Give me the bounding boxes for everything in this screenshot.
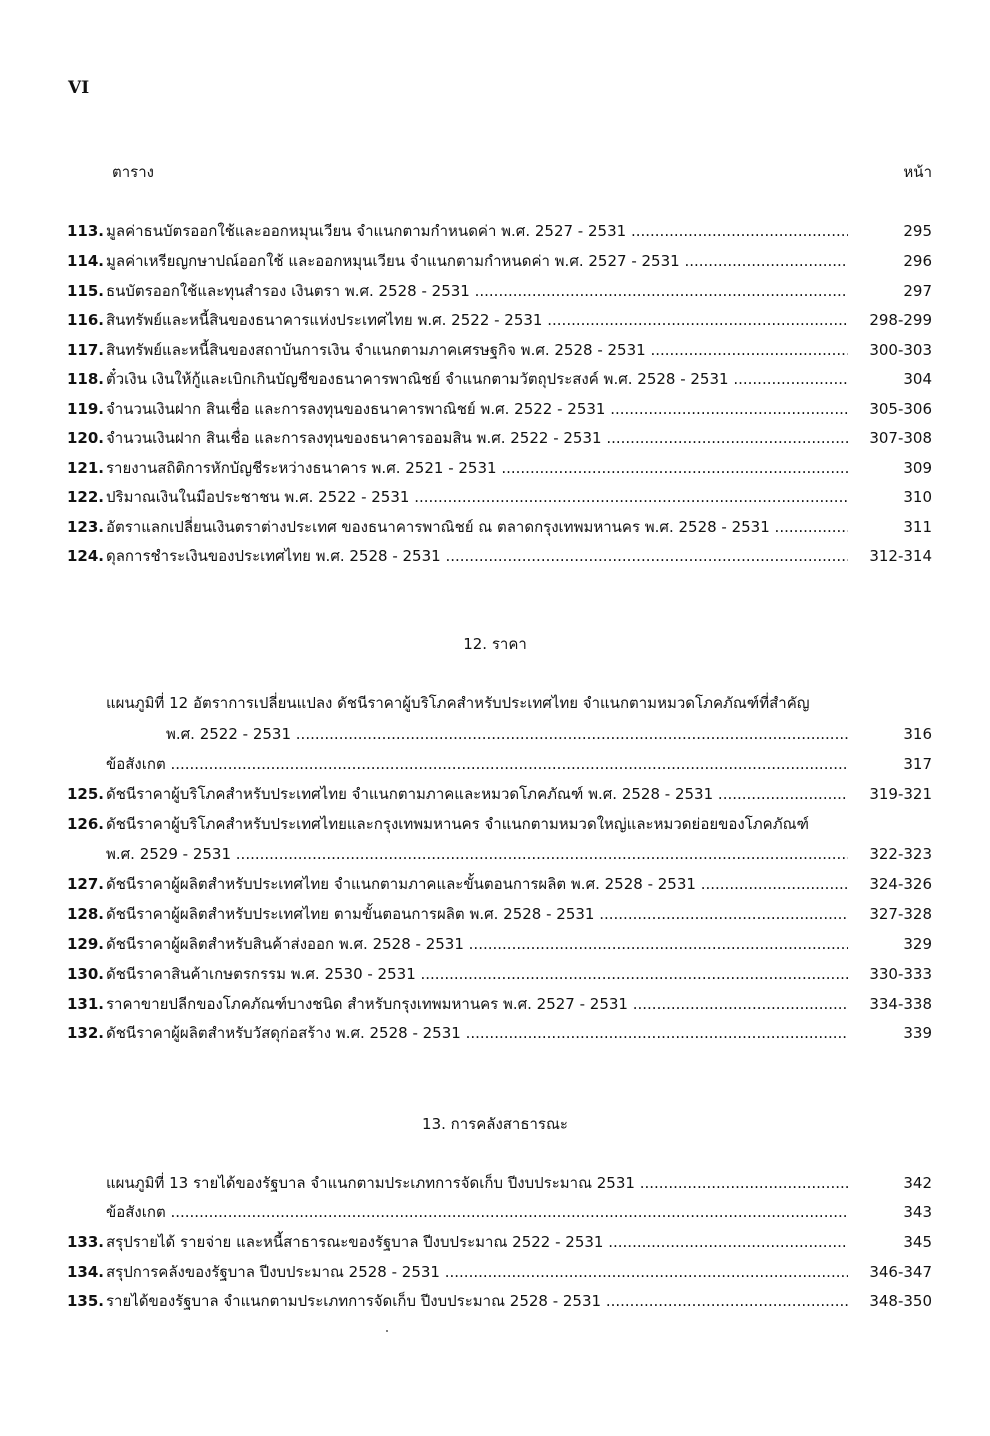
toc-entry	[62, 871, 932, 897]
toc-entry	[62, 307, 932, 333]
entry-page: 319-321	[869, 785, 932, 803]
entry-page: 322-323	[869, 845, 932, 863]
entry-title: จำนวนเงินฝาก สินเชื่อ และการลงทุนของธนาคารพาณิชย์ พ.ศ. 2522 - 2531 .....	[106, 396, 848, 422]
section-13-title: 13. การคลังสาธารณะ	[422, 1115, 568, 1133]
entry-number: 115.	[66, 282, 104, 300]
chart-12-title: แผนภูมิที่ 12 อัตราการเปลี่ยนแปลง ดัชนีราคาผู้บริโภคสำหรับประเทศไทย จำแนกตามหมวดโภคภัณฑ์ที่สำคัญ	[106, 694, 810, 712]
entry-title: ธนบัตรออกใช้และทุนสำรอง เงินตรา พ.ศ. 2528 - 2531 .....	[106, 278, 848, 304]
entry-page: 316	[903, 725, 932, 743]
entry-title-cont: พ.ศ. 2529 - 2531 .....	[106, 841, 848, 867]
entry-title: ดัชนีราคาผู้ผลิตสำหรับวัสดุก่อสร้าง พ.ศ. 2528 - 2531 .....	[106, 1020, 848, 1046]
toc-entry	[62, 248, 932, 274]
section-12-title: 12. ราคา	[463, 635, 527, 653]
toc-entry	[62, 218, 932, 244]
entry-title: ราคาขายปลีกของโภคภัณฑ์บางชนิด สำหรับกรุงเทพมหานคร พ.ศ. 2527 - 2531 .....	[106, 991, 848, 1017]
entry-number: 120.	[66, 429, 104, 447]
entry-title: รายงานสถิติการหักบัญชีระหว่างธนาคาร พ.ศ. 2521 - 2531 .....	[106, 455, 848, 481]
chart-12-entry	[62, 690, 932, 716]
stray-mark	[386, 1330, 388, 1332]
entry-page: 300-303	[869, 341, 932, 359]
entry-number: 131.	[66, 995, 104, 1013]
toc-entry	[62, 543, 932, 569]
toc-entry	[62, 1229, 932, 1255]
entry-number: 126.	[66, 815, 104, 833]
entry-number: 114.	[66, 252, 104, 270]
entry-page: 346-347	[869, 1263, 932, 1281]
toc-entry	[62, 366, 932, 392]
toc-entry	[62, 961, 932, 987]
entry-title: มูลค่าเหรียญกษาปณ์ออกใช้ และออกหมุนเวียน จำแนกตามกำหนดค่า พ.ศ. 2527 - 2531 .....	[106, 248, 848, 274]
entry-title: ดัชนีราคาผู้บริโภคสำหรับประเทศไทยและกรุงเทพมหานคร จำแนกตามหมวดใหญ่และหมวดย่อยของโภคภัณฑ์	[106, 815, 809, 833]
entry-title: สินทรัพย์และหนี้สินของสถาบันการเงิน จำแนกตามภาคเศรษฐกิจ พ.ศ. 2528 - 2531 .....	[106, 337, 848, 363]
entry-page: 298-299	[869, 311, 932, 329]
entry-number: 134.	[66, 1263, 104, 1281]
toc-entry	[62, 278, 932, 304]
entry-title: สินทรัพย์และหนี้สินของธนาคารแห่งประเทศไทย พ.ศ. 2522 - 2531 .....	[106, 307, 848, 333]
entry-page: 348-350	[869, 1292, 932, 1310]
entry-page: 309	[903, 459, 932, 477]
entry-number: 129.	[66, 935, 104, 953]
toc-entry	[62, 781, 932, 807]
entry-page: 297	[903, 282, 932, 300]
entry-number: 124.	[66, 547, 104, 565]
toc-entry	[62, 1020, 932, 1046]
entry-title: ดัชนีราคาผู้ผลิตสำหรับประเทศไทย จำแนกตามภาคและขั้นตอนการผลิต พ.ศ. 2528 - 2531 .....	[106, 871, 848, 897]
toc-entry	[62, 811, 932, 837]
entry-title: ดัชนีราคาผู้ผลิตสำหรับสินค้าส่งออก พ.ศ. 2528 - 2531 .....	[106, 931, 848, 957]
toc-entry-cont	[62, 841, 932, 867]
entry-page: 295	[903, 222, 932, 240]
entry-number: 117.	[66, 341, 104, 359]
entry-page: 342	[903, 1174, 932, 1192]
entry-title: ดัชนีราคาผู้ผลิตสำหรับประเทศไทย ตามขั้นตอนการผลิต พ.ศ. 2528 - 2531 .....	[106, 901, 848, 927]
notes-title: ข้อสังเกต .....	[106, 1199, 848, 1225]
toc-entry	[62, 425, 932, 451]
entry-number: 121.	[66, 459, 104, 477]
toc-entry	[62, 1259, 932, 1285]
chart-12-period: พ.ศ. 2522 - 2531 .....	[166, 721, 848, 747]
toc-entry	[62, 991, 932, 1017]
chart-13-entry	[62, 1170, 932, 1196]
entry-number: 125.	[66, 785, 104, 803]
entry-page: 317	[903, 755, 932, 773]
toc-entry	[62, 337, 932, 363]
entry-page: 305-306	[869, 400, 932, 418]
entry-title: ดัชนีราคาสินค้าเกษตรกรรม พ.ศ. 2530 - 2531 .....	[106, 961, 848, 987]
entry-page: 330-333	[869, 965, 932, 983]
entry-page: 312-314	[869, 547, 932, 565]
entry-page: 327-328	[869, 905, 932, 923]
entry-title: อัตราแลกเปลี่ยนเงินตราต่างประเทศ ของธนาคารพาณิชย์ ณ ตลาดกรุงเทพมหานคร พ.ศ. 2528 - 2531 .....	[106, 514, 848, 540]
entry-title: จำนวนเงินฝาก สินเชื่อ และการลงทุนของธนาคารออมสิน พ.ศ. 2522 - 2531 .....	[106, 425, 848, 451]
entry-page: 307-308	[869, 429, 932, 447]
entry-number: 116.	[66, 311, 104, 329]
entry-page: 304	[903, 370, 932, 388]
entry-number: 127.	[66, 875, 104, 893]
entry-number: 113.	[66, 222, 104, 240]
entry-title: ดุลการชำระเงินของประเทศไทย พ.ศ. 2528 - 2531 .....	[106, 543, 848, 569]
entry-number: 128.	[66, 905, 104, 923]
entry-page: 296	[903, 252, 932, 270]
entry-number: 122.	[66, 488, 104, 506]
entry-title: ดัชนีราคาผู้บริโภคสำหรับประเทศไทย จำแนกตามภาคและหมวดโภคภัณฑ์ พ.ศ. 2528 - 2531 .....	[106, 781, 848, 807]
entry-number: 135.	[66, 1292, 104, 1310]
notes-entry	[62, 1199, 932, 1225]
column-header-left: ตาราง	[112, 163, 154, 181]
entry-title: มูลค่าธนบัตรออกใช้และออกหมุนเวียน จำแนกตามกำหนดค่า พ.ศ. 2527 - 2531 .....	[106, 218, 848, 244]
entry-number: 130.	[66, 965, 104, 983]
entry-page: 345	[903, 1233, 932, 1251]
entry-number: 132.	[66, 1024, 104, 1042]
toc-entry	[62, 455, 932, 481]
entry-page: 310	[903, 488, 932, 506]
toc-entry	[62, 931, 932, 957]
page-number: VI	[68, 78, 90, 98]
chart-13-title: แผนภูมิที่ 13 รายได้ของรัฐบาล จำแนกตามประเภทการจัดเก็บ ปีงบประมาณ 2531 .....	[106, 1170, 848, 1196]
entry-page: 329	[903, 935, 932, 953]
entry-title: ปริมาณเงินในมือประชาชน พ.ศ. 2522 - 2531 .....	[106, 484, 848, 510]
entry-page: 324-326	[869, 875, 932, 893]
entry-page: 343	[903, 1203, 932, 1221]
toc-entry	[62, 901, 932, 927]
entry-number: 119.	[66, 400, 104, 418]
entry-number: 133.	[66, 1233, 104, 1251]
entry-page: 311	[903, 518, 932, 536]
notes-title: ข้อสังเกต .....	[106, 751, 848, 777]
toc-entry	[62, 484, 932, 510]
entry-number: 118.	[66, 370, 104, 388]
chart-12-entry-cont	[62, 721, 932, 747]
entry-page: 339	[903, 1024, 932, 1042]
toc-entry	[62, 396, 932, 422]
entry-title: สรุปการคลังของรัฐบาล ปีงบประมาณ 2528 - 2531 .....	[106, 1259, 848, 1285]
column-header-right: หน้า	[903, 163, 932, 181]
toc-entry	[62, 514, 932, 540]
notes-entry	[62, 751, 932, 777]
entry-title: ตั๋วเงิน เงินให้กู้และเบิกเกินบัญชีของธนาคารพาณิชย์ จำแนกตามวัตถุประสงค์ พ.ศ. 2528 - 2531 .....	[106, 366, 848, 392]
entry-page: 334-338	[869, 995, 932, 1013]
toc-entry	[62, 1288, 932, 1314]
entry-number: 123.	[66, 518, 104, 536]
entry-title: สรุปรายได้ รายจ่าย และหนี้สาธารณะของรัฐบาล ปีงบประมาณ 2522 - 2531 .....	[106, 1229, 848, 1255]
entry-title: รายได้ของรัฐบาล จำแนกตามประเภทการจัดเก็บ ปีงบประมาณ 2528 - 2531 .....	[106, 1288, 848, 1314]
